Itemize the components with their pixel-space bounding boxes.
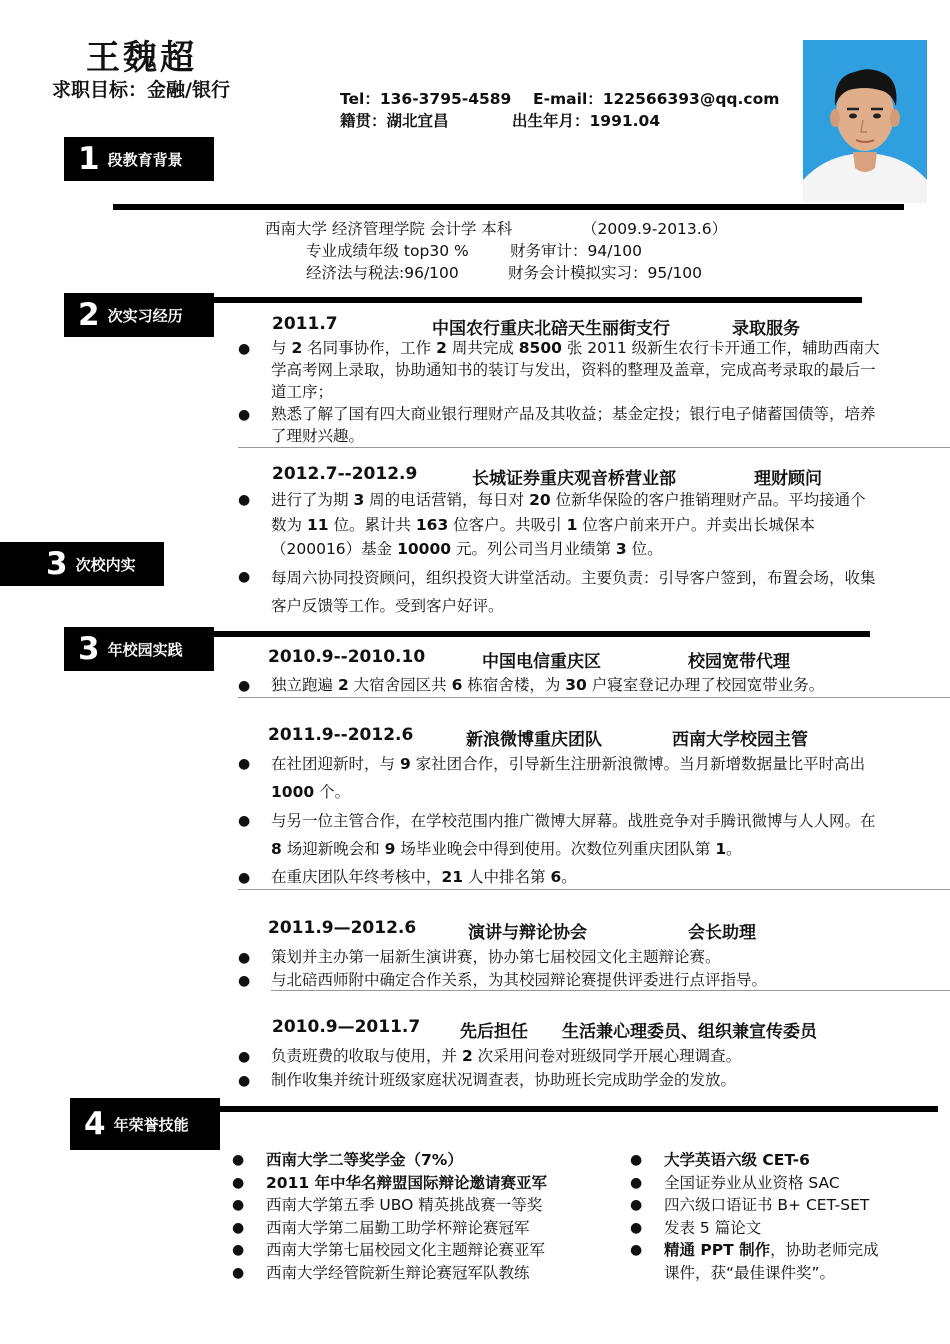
skill-item: ● 全国证券业从业资格 SAC	[630, 1172, 879, 1195]
section-title: 年校园实践	[107, 640, 183, 659]
entry-organization: 中国农行重庆北碚天生丽街支行	[432, 319, 670, 339]
birth-date: 出生年月：1991.04	[512, 112, 661, 130]
campus-detail: 独立跑遍 2 大宿舍园区共 6 栋宿舍楼，为 30 户寝室登记办理了校园宽带业务。	[271, 676, 825, 694]
section-internship-badge	[64, 293, 214, 337]
hometown: 籍贯：湖北宜昌	[340, 112, 449, 130]
section-divider	[214, 631, 870, 637]
entry-organization: 长城证券重庆观音桥营业部	[472, 469, 676, 489]
internship-detail: 每周六协同投资顾问，组织投资大讲堂活动。主要负责：引导客户签到，布置会场，收集客户反馈等工作。受到客户好评。	[271, 569, 876, 615]
internship-detail: 进行了为期 3 周的电话营销，每日对 20 位新华保险的客户推销理财产品。平均接通个数为 11 位。累计共 163 位客户。共吸引 1 位客户前来开户。并卖出长城保本（200016）基金 10000 元。列公司当月业绩第 3 位。	[271, 491, 866, 558]
honor-item: ● 2011 年中华名辩盟国际辩论邀请赛亚军	[232, 1172, 547, 1195]
honor-item: ● 西南大学二等奖学金（7%）	[232, 1149, 547, 1172]
campus-detail: 在重庆团队年终考核中，21 人中排名第 6。	[271, 868, 577, 886]
honor-item: ● 西南大学经管院新生辩论赛冠军队教练	[232, 1262, 547, 1285]
entry-date: 2010.9—2011.7	[272, 1017, 421, 1037]
bullet-icon: ●	[238, 407, 251, 423]
bullet-icon: ●	[238, 756, 251, 772]
entry-divider	[271, 990, 950, 991]
email: E-mail：122566393@qq.com	[533, 90, 780, 108]
profile-photo	[803, 40, 927, 203]
section-number: 2	[78, 297, 100, 333]
job-objective: 求职目标：金融/银行	[52, 79, 230, 101]
education-grade: 专业成绩年级 top30 %	[306, 242, 469, 260]
bullet-icon: ●	[238, 1073, 251, 1089]
section-title: 次实习经历	[107, 306, 183, 325]
campus-entry-header	[272, 1017, 872, 1042]
section-title: 年荣誉技能	[113, 1115, 189, 1134]
internship-entry-header	[272, 314, 872, 339]
entry-role: 理财顾问	[754, 469, 822, 489]
section-oncampus-badge	[0, 542, 164, 586]
skill-item: ● 精通 PPT 制作，协助老师完成 课件，获“最佳课件奖”。	[630, 1239, 879, 1284]
entry-role: 生活兼心理委员、组织兼宣传委员	[562, 1022, 817, 1042]
campus-entry-header	[268, 918, 868, 943]
bullet-icon: ●	[238, 341, 251, 357]
bullet-icon: ●	[238, 950, 251, 966]
section-number: 3	[78, 631, 100, 667]
honors-list-left	[232, 1149, 547, 1284]
campus-detail: 策划并主办第一届新生演讲赛，协办第七届校园文化主题辩论赛。	[271, 948, 721, 966]
education-period: （2009.9-2013.6）	[582, 220, 728, 238]
internship-detail: 与 2 名同事协作，工作 2 周共完成 8500 张 2011 级新生农行卡开通工作，辅助西南大学高考网上录取，协助通知书的装订与发出，资料的整理及盖章，完成高考录取的最后一道工序；	[271, 339, 880, 401]
internship-detail: 熟悉了解了国有四大商业银行理财产品及其收益；基金定投；银行电子储蓄国债等，培养了理财兴趣。	[271, 405, 876, 445]
honor-item: ● 西南大学第二届勤工助学杯辩论赛冠军	[232, 1217, 547, 1240]
section-education-badge	[64, 137, 214, 181]
education-law: 经济法与税法:96/100	[306, 264, 459, 282]
section-number: 4	[84, 1106, 106, 1142]
bullet-icon: ●	[238, 870, 251, 886]
entry-role: 录取服务	[732, 319, 800, 339]
bullet-icon: ●	[238, 813, 251, 829]
candidate-name: 王魏超	[86, 38, 197, 78]
entry-role: 会长助理	[688, 923, 756, 943]
entry-date: 2011.9—2012.6	[268, 918, 417, 938]
education-school: 西南大学 经济管理学院 会计学 本科	[265, 220, 513, 238]
education-simulation: 财务会计模拟实习：95/100	[508, 264, 703, 282]
honor-item: ● 西南大学第七届校园文化主题辩论赛亚军	[232, 1239, 547, 1262]
entry-divider	[238, 447, 950, 448]
portrait-illustration	[803, 40, 927, 203]
education-audit: 财务审计：94/100	[510, 242, 643, 260]
bullet-icon: ●	[238, 678, 251, 694]
entry-divider	[238, 889, 950, 890]
campus-detail: 与北碚西师附中确定合作关系，为其校园辩论赛提供评委进行点评指导。	[271, 971, 768, 989]
bullet-icon: ●	[238, 492, 251, 508]
campus-entry-header	[268, 647, 868, 672]
skill-item: ● 大学英语六级 CET-6	[630, 1149, 879, 1172]
section-divider	[216, 1106, 938, 1112]
phone: Tel：136-3795-4589	[340, 90, 512, 108]
section-divider	[214, 297, 862, 303]
section-honors-badge	[70, 1098, 220, 1150]
campus-detail: 在社团迎新时，与 9 家社团合作，引导新生注册新浪微博。当月新增数据量比平时高出 1000 个。	[271, 755, 866, 801]
section-divider	[113, 204, 904, 210]
skill-item: ● 四六级口语证书 B+ CET-SET	[630, 1194, 879, 1217]
entry-organization: 演讲与辩论协会	[468, 923, 587, 943]
campus-detail: 负责班费的收取与使用，并 2 次采用问卷对班级同学开展心理调查。	[271, 1047, 742, 1065]
bullet-icon: ●	[238, 569, 251, 585]
section-campus-badge	[64, 627, 214, 671]
entry-date: 2010.9--2010.10	[268, 647, 426, 667]
section-title: 次校内实	[75, 555, 136, 574]
skill-item: ● 发表 5 篇论文	[630, 1217, 879, 1240]
entry-date: 2012.7--2012.9	[272, 464, 418, 484]
section-number: 3	[46, 546, 68, 582]
campus-detail: 与另一位主管合作，在学校范围内推广微博大屏幕。战胜竞争对手腾讯微博与人人网。在 8 场迎新晚会和 9 场毕业晚会中得到使用。次数位列重庆团队第 1。	[271, 812, 876, 858]
bullet-icon: ●	[238, 1049, 251, 1065]
section-title: 段教育背景	[107, 150, 183, 169]
internship-entry-header	[272, 464, 872, 489]
section-number: 1	[78, 141, 100, 177]
honor-item: ● 西南大学第五季 UBO 精英挑战赛一等奖	[232, 1194, 547, 1217]
entry-organization: 先后担任	[460, 1022, 528, 1042]
entry-date: 2011.7	[272, 314, 338, 334]
entry-role: 西南大学校园主管	[672, 730, 808, 750]
entry-role: 校园宽带代理	[688, 652, 790, 672]
entry-organization: 新浪微博重庆团队	[466, 730, 602, 750]
campus-detail: 制作收集并统计班级家庭状况调查表，协助班长完成助学金的发放。	[271, 1071, 737, 1089]
skills-list-right	[630, 1149, 879, 1284]
entry-date: 2011.9--2012.6	[268, 725, 414, 745]
bullet-icon: ●	[238, 973, 251, 989]
entry-divider	[238, 697, 950, 698]
entry-organization: 中国电信重庆区	[482, 652, 601, 672]
campus-entry-header	[268, 725, 868, 750]
